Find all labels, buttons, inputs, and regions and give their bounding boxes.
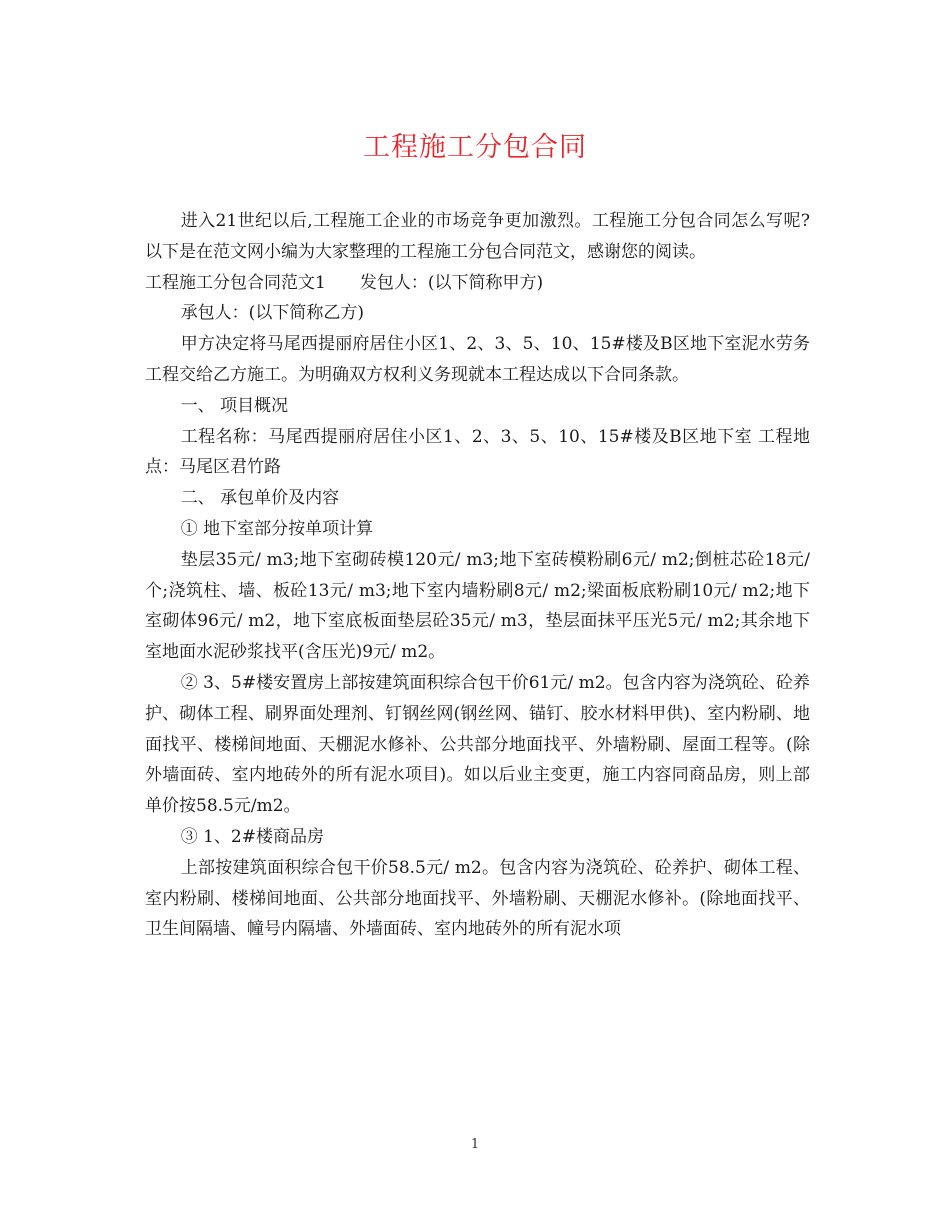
paragraph-intro: 进入21世纪以后,工程施工企业的市场竞争更加激烈。工程施工分包合同怎么写呢?以下是在范文网小编为大家整理的工程施工分包合同范文，感谢您的阅读。 [145,211,810,262]
paragraph-building-3-5: ② 3、5#楼安置房上部按建筑面积综合包干价61元/ m2。包含内容为浇筑砼、砼养护、砌体工程、刷界面处理剂、钉钢丝网(钢丝网、锚钉、胶水材料甲供)、室内粉刷、地面找平、楼梯间地面、天棚泥水修补、公共部分地面找平、外墙粉刷、屋面工程等。(除外墙面砖、室内地砖外的所有泥水项目)。如以后业主变更，施工内容同商品房，则上部单价按58.5元/m2。 [145,672,810,817]
paragraph-building-1-2: 上部按建筑面积综合包干价58.5元/ m2。包含内容为浇筑砼、砼养护、砌体工程、室内粉刷、楼梯间地面、公共部分地面找平、外墙粉刷、天棚泥水修补。(除地面找平、卫生间隔墙、幢号内隔墙、外墙面砖、室内地砖外的所有泥水项 [145,857,810,940]
section-heading-unit-price: 二、 承包单价及内容 [180,488,340,509]
paragraph-contractor: 承包人：(以下简称乙方) [180,303,364,324]
document-body [145,206,810,945]
section-heading-project-overview: 一、 项目概况 [180,395,289,416]
subheading-basement: ① 地下室部分按单项计算 [180,518,374,539]
paragraph-project-name: 工程名称：马尾西提丽府居住小区1、2、3、5、10、15#楼及B区地下室 工程地点：马尾区君竹路 [145,426,810,478]
subheading-building-1-2: ③ 1、2#楼商品房 [180,826,324,847]
paragraph-scope: 甲方决定将马尾西提丽府居住小区1、2、3、5、10、15#楼及B区地下室泥水劳务工程交给乙方施工。为明确双方权利义务现就本工程达成以下合同条款。 [145,334,810,385]
paragraph-basement-prices: 垫层35元/ m3;地下室砌砖模120元/ m3;地下室砖模粉刷6元/ m2;倒桩芯砼18元/ 个;浇筑柱、墙、板砼13元/ m3;地下室内墙粉刷8元/ m2;梁面板底粉刷10元/ m2;地下室砌体96元/ m2，地下室底板面垫层砼35元/ m3，垫层面抹平压光5元/ m2;其余地下室地面水泥砂浆找平(含压光)9元/ m2。 [145,549,810,663]
paragraph-contract-heading: 工程施工分包合同范文1 发包人：(以下简称甲方) [145,272,544,293]
document-title: 工程施工分包合同 [363,132,587,163]
page-number: 1 [470,1137,480,1152]
